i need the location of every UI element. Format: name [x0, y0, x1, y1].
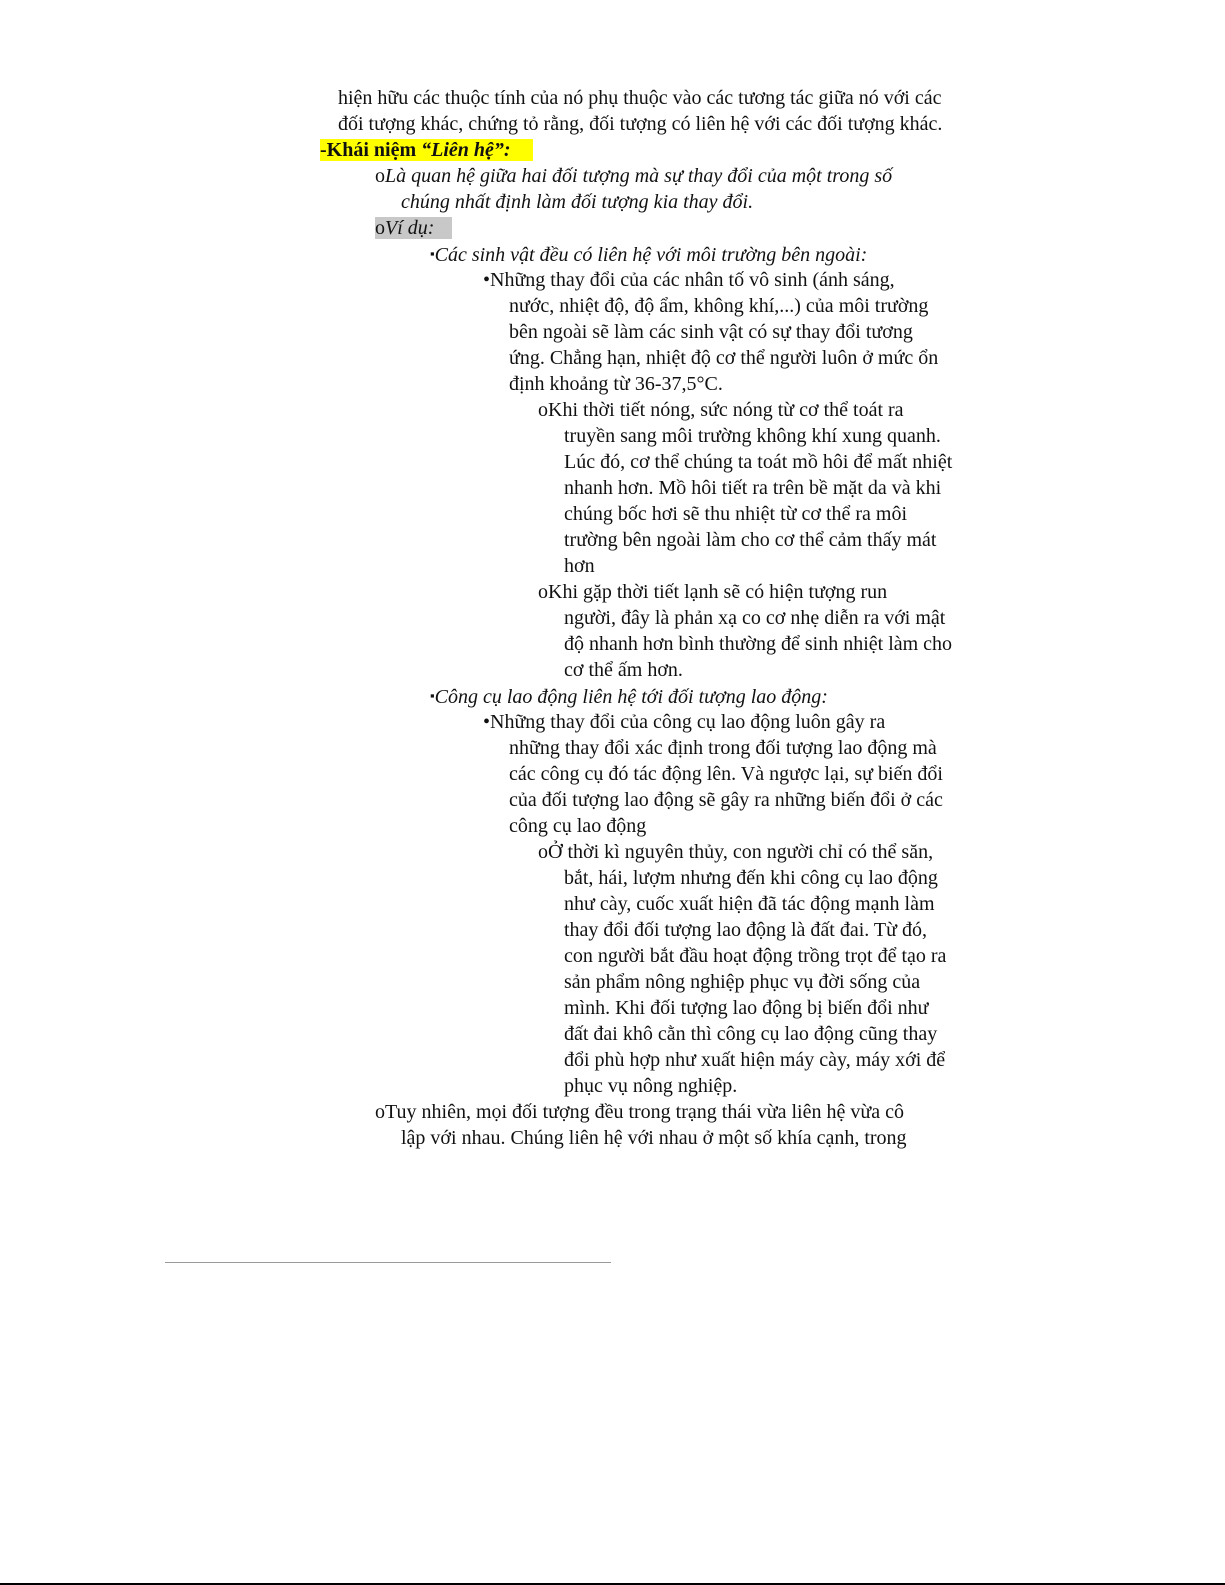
example2-sub1-line-4: thay đổi đối tượng lao động là đất đai. Từ đó,: [564, 919, 927, 941]
example1-sub1-line-1: oKhi thời tiết nóng, sức nóng từ cơ thể toát ra: [538, 399, 904, 421]
example1-bullet-line-4: ứng. Chẳng hạn, nhiệt độ cơ thể người luôn ở mức ổn: [509, 347, 939, 369]
closing-line-1: oTuy nhiên, mọi đối tượng đều trong trạng thái vừa liên hệ vừa cô: [375, 1101, 904, 1123]
example2-sub1-line-10: phục vụ nông nghiệp.: [564, 1075, 738, 1097]
definition-line-2: chúng nhất định làm đối tượng kia thay đổi.: [401, 191, 754, 213]
example1-sub1-line-7: hơn: [564, 555, 595, 577]
example1-sub1-line-4: nhanh hơn. Mồ hôi tiết ra trên bề mặt da và khi: [564, 477, 942, 499]
definition-line-1: oLà quan hệ giữa hai đối tượng mà sự thay đổi của một trong số: [375, 165, 893, 187]
example1-sub1-line-2: truyền sang môi trường không khí xung quanh.: [564, 425, 941, 447]
footnote-separator: [165, 1262, 611, 1263]
example1-bullet-line-3: bên ngoài sẽ làm các sinh vật có sự thay đổi tương: [509, 321, 913, 343]
example1-sub1-line-5: chúng bốc hơi sẽ thu nhiệt từ cơ thể ra môi: [564, 503, 908, 525]
example1-title: ▪Các sinh vật đều có liên hệ với môi trường bên ngoài:: [430, 241, 867, 267]
example1-sub2-line-3: độ nhanh hơn bình thường để sinh nhiệt làm cho: [564, 633, 953, 655]
heading-highlight: [320, 139, 533, 161]
example-label-highlight: oVí dụ:: [375, 217, 452, 239]
dot-bullet-icon: •: [483, 269, 491, 291]
example1-bullet-line-2: nước, nhiệt độ, độ ẩm, không khí,...) của môi trường: [509, 295, 929, 317]
example2-sub1-line-2: bắt, hái, lượm nhưng đến khi công cụ lao động: [564, 867, 938, 889]
heading-term: “Liên hệ”:: [421, 139, 511, 161]
example1-sub2-line-2: người, đây là phản xạ co cơ nhẹ diễn ra với mật: [564, 607, 946, 629]
example2-bullet-line-3: các công cụ đó tác động lên. Và ngược lại, sự biến đổi: [509, 763, 943, 785]
example1-sub2-line-4: cơ thể ấm hơn.: [564, 659, 683, 681]
example1-bullet-line-1: •Những thay đổi của các nhân tố vô sinh (ánh sáng,: [483, 269, 895, 291]
circle-bullet-icon: o: [375, 165, 385, 187]
example2-sub1-line-8: đất đai khô cằn thì công cụ lao động cũng thay: [564, 1023, 938, 1045]
example1-bullet-line-5: định khoảng từ 36-37,5°C.: [509, 373, 723, 395]
circle-bullet-icon: o: [538, 399, 548, 421]
example-label: [375, 215, 452, 241]
example2-bullet-line-5: công cụ lao động: [509, 815, 647, 837]
example2-bullet-line-1: •Những thay đổi của công cụ lao động luôn gây ra: [483, 711, 886, 733]
intro-line-2: đối tượng khác, chứng tỏ rằng, đối tượng có liên hệ với các đối tượng khác.: [338, 113, 943, 135]
example1-sub1-line-6: trường bên ngoài làm cho cơ thể cảm thấy mát: [564, 529, 937, 551]
example2-bullet-line-4: của đối tượng lao động sẽ gây ra những biến đổi ở các: [509, 789, 943, 811]
closing-line-2: lập với nhau. Chúng liên hệ với nhau ở một số khía cạnh, trong: [401, 1127, 907, 1149]
circle-bullet-icon: o: [375, 217, 385, 239]
example2-sub1-line-1: oỞ thời kì nguyên thủy, con người chỉ có thể săn,: [538, 841, 934, 863]
heading-prefix: -Khái niệm: [320, 139, 422, 161]
section-heading: [320, 137, 533, 163]
circle-bullet-icon: o: [538, 841, 548, 863]
square-bullet-icon: ▪: [430, 246, 435, 261]
example2-sub1-line-5: con người bắt đầu hoạt động trồng trọt để tạo ra: [564, 945, 947, 967]
intro-line-1: hiện hữu các thuộc tính của nó phụ thuộc vào các tương tác giữa nó với các: [338, 87, 942, 109]
example1-sub2-line-1: oKhi gặp thời tiết lạnh sẽ có hiện tượng run: [538, 581, 888, 603]
example2-title: ▪Công cụ lao động liên hệ tới đối tượng lao động:: [430, 683, 828, 709]
example2-sub1-line-9: đổi phù hợp như xuất hiện máy cày, máy xới để: [564, 1049, 946, 1071]
square-bullet-icon: ▪: [430, 688, 435, 703]
example1-sub1-line-3: Lúc đó, cơ thể chúng ta toát mồ hôi để mất nhiệt: [564, 451, 953, 473]
example2-bullet-line-2: những thay đổi xác định trong đối tượng lao động mà: [509, 737, 937, 759]
circle-bullet-icon: o: [538, 581, 548, 603]
dot-bullet-icon: •: [483, 711, 491, 733]
example2-sub1-line-7: mình. Khi đối tượng lao động bị biến đổi như: [564, 997, 929, 1019]
example2-sub1-line-3: như cày, cuốc xuất hiện đã tác động mạnh làm: [564, 893, 935, 915]
circle-bullet-icon: o: [375, 1101, 385, 1123]
example2-sub1-line-6: sản phẩm nông nghiệp phục vụ đời sống của: [564, 971, 921, 993]
